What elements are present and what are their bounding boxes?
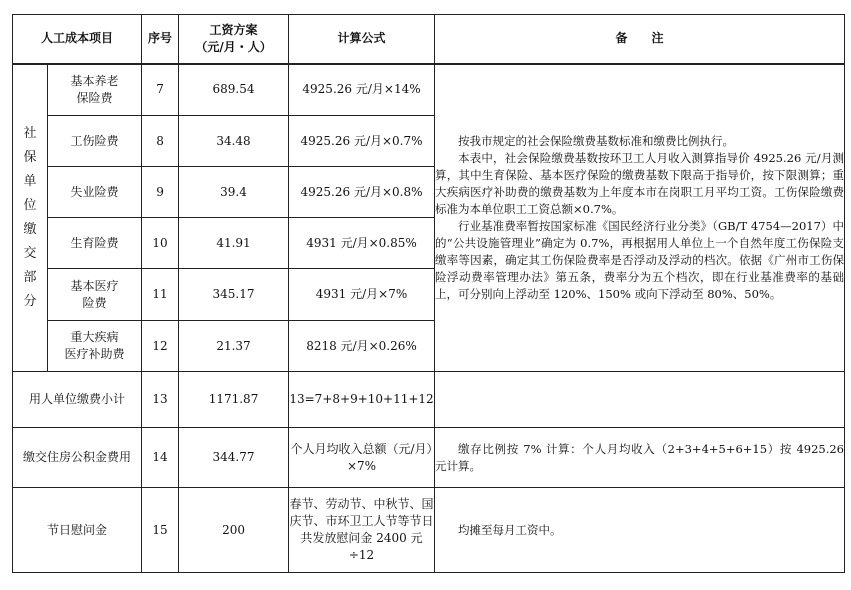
header-plan-line1: 工资方案 [209, 22, 258, 37]
housing-name: 缴交住房公积金费用 [13, 428, 142, 488]
row-formula: 4925.26 元/月×0.8% [289, 167, 435, 218]
header-plan-line2: （元/月・人） [195, 39, 272, 54]
housing-notes-cell [435, 428, 845, 488]
cost-table-sheet [12, 14, 844, 584]
row-value: 689.54 [179, 64, 289, 116]
row-name: 生育险费 [48, 218, 142, 269]
note-paragraph-2: 本表中，社会保险缴费基数按环卫工人月收入测算指导价 4925.26 元/月测算，其中生育保险、基本医疗保险的缴费基数下限高于指导价，按下限测算；重大疾病医疗补助费的缴费基数为上年度本市在岗职工月平均工资。工伤保险缴费标准为本单位职工工资总额×0.7%。 [435, 150, 845, 216]
header-seq: 序号 [142, 15, 179, 64]
row-name-line1: 基本养老 [70, 73, 119, 88]
holiday-row [13, 488, 845, 573]
subtotal-notes [435, 372, 845, 428]
holiday-name: 节日慰问金 [13, 488, 142, 573]
subtotal-value: 1171.87 [179, 372, 289, 428]
table-header-row [13, 15, 845, 64]
note-paragraph-3: 行业基准费率暂按国家标准《国民经济行业分类》（GB/T 4754—2017）中的“公共设施管理业”确定为 0.7%，再根据用人单位上一个自然年度工伤保险支缴率等因素，确定其工伤保险费率是否浮动及浮动的档次。依据《广州市工伤保险浮动费率管理办法》第五条，费率分为五个档次，即在行业基准费率的基础上，可分别向上浮动至 120%、150% 或向下浮动至 80%、50%。 [435, 218, 845, 301]
table-row [13, 64, 845, 116]
header-notes: 备 注 [435, 15, 845, 64]
row-formula: 4931 元/月×0.85% [289, 218, 435, 269]
row-formula: 8218 元/月×0.26% [289, 321, 435, 372]
row-name: 失业险费 [48, 167, 142, 218]
row-seq: 9 [142, 167, 179, 218]
group-label-cell [13, 64, 48, 372]
row-seq: 8 [142, 116, 179, 167]
holiday-notes-cell [435, 488, 845, 573]
row-formula: 4925.26 元/月×0.7% [289, 116, 435, 167]
labor-cost-table [12, 14, 845, 573]
row-name [48, 269, 142, 321]
subtotal-name: 用人单位缴费小计 [13, 372, 142, 428]
row-formula: 4925.26 元/月×14% [289, 64, 435, 116]
header-plan [179, 15, 289, 64]
row-formula: 4931 元/月×7% [289, 269, 435, 321]
housing-value: 344.77 [179, 428, 289, 488]
row-value: 21.37 [179, 321, 289, 372]
row-name-line2: 保险费 [76, 90, 113, 105]
row-seq: 12 [142, 321, 179, 372]
housing-row [13, 428, 845, 488]
row-name-line1: 基本医疗 [70, 278, 119, 293]
row-value: 41.91 [179, 218, 289, 269]
row-name [48, 64, 142, 116]
housing-note: 缴存比例按 7% 计算：个人月均收入（2+3+4+5+6+15）按 4925.26 元计算。 [435, 441, 845, 473]
housing-seq: 14 [142, 428, 179, 488]
row-name [48, 321, 142, 372]
holiday-formula: 春节、劳动节、中秋节、国庆节、市环卫工人节等节日共发放慰问金 2400 元÷12 [289, 488, 435, 573]
row-name-line2: 险费 [82, 295, 107, 310]
row-value: 34.48 [179, 116, 289, 167]
subtotal-row [13, 372, 845, 428]
housing-formula: 个人月均收入总额（元/月）×7% [289, 428, 435, 488]
row-seq: 11 [142, 269, 179, 321]
row-seq: 10 [142, 218, 179, 269]
holiday-note: 均摊至每月工资中。 [458, 522, 562, 537]
row-value: 345.17 [179, 269, 289, 321]
row-value: 39.4 [179, 167, 289, 218]
row-name: 工伤险费 [48, 116, 142, 167]
group-label: 社保单位缴交部分 [23, 125, 37, 309]
header-formula: 计算公式 [289, 15, 435, 64]
holiday-value: 200 [179, 488, 289, 573]
subtotal-formula: 13=7+8+9+10+11+12 [289, 372, 435, 428]
subtotal-seq: 13 [142, 372, 179, 428]
row-name-line1: 重大疾病 [70, 330, 119, 344]
header-item: 人工成本项目 [13, 15, 142, 64]
holiday-seq: 15 [142, 488, 179, 573]
row-name-line2: 医疗补助费 [64, 347, 125, 361]
note-paragraph-1: 按我市规定的社会保险缴费基数标准和缴费比例执行。 [458, 133, 735, 148]
notes-cell [435, 64, 845, 372]
row-seq: 7 [142, 64, 179, 116]
